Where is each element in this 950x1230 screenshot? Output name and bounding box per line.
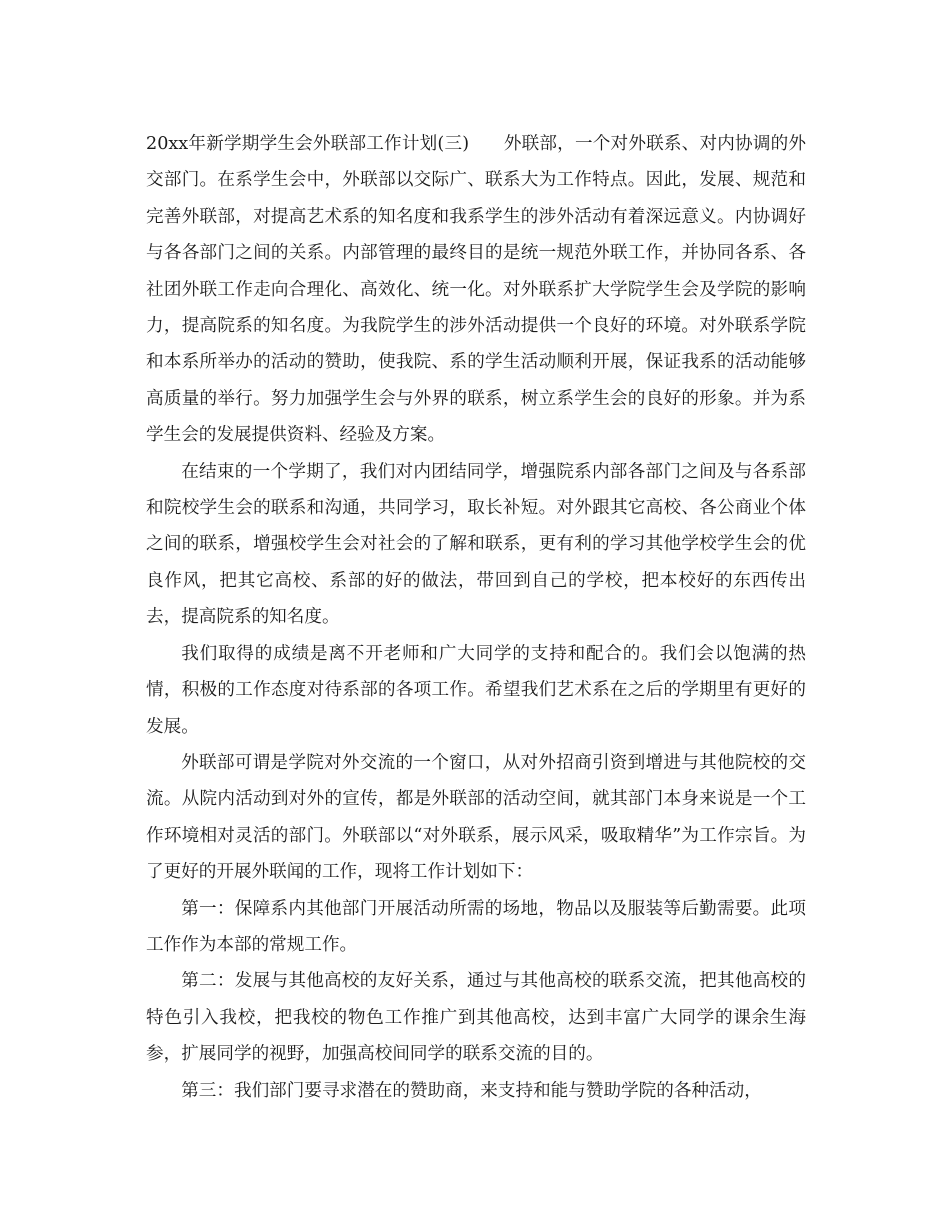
document-page: [146, 126, 806, 1109]
intro-paragraph: [146, 126, 806, 454]
paragraph: 外联部可谓是学院对外交流的一个窗口，从对外招商引资到增进与其他院校的交流。从院内活动到对外的宣传，都是外联部的活动空间，就其部门本身来说是一个工作环境相对灵活的部门。外联部以“对外联系，展示风采，吸取精华”为工作宗旨。为了更好的开展外联闻的工作，现将工作计划如下：: [146, 752, 806, 883]
paragraph: 在结束的一个学期了，我们对内团结同学，增强院系内部各部门之间及与各系部和院校学生会的联系和沟通，共同学习，取长补短。对外跟其它高校、各公商业个体之间的联系，增强校学生会对社会的了解和联系，更有利的学习其他学校学生会的优良作风，把其它高校、系部的好的做法，带回到自己的学校，把本校好的东西传出去，提高院系的知名度。: [146, 461, 806, 628]
document-title: 20xx年新学期学生会外联部工作计划(三): [146, 134, 470, 154]
paragraph: 第二：发展与其他高校的友好关系，通过与其他高校的联系交流，把其他高校的特色引入我校，把我校的物色工作推广到其他高校，达到丰富广大同学的课余生海参，扩展同学的视野，加强高校间同学的联系交流的目的。: [146, 971, 806, 1065]
paragraph: 第三：我们部门要寻求潜在的赞助商，来支持和能与赞助学院的各种活动，: [181, 1080, 762, 1101]
paragraph: 第一：保障系内其他部门开展活动所需的场地，物品以及服装等后勤需要。此项工作作为本部的常规工作。: [146, 898, 806, 955]
paragraph: 我们取得的成绩是离不开老师和广大同学的支持和配合的。我们会以饱满的热情，积极的工作态度对待系部的各项工作。希望我们艺术系在之后的学期里有更好的发展。: [146, 643, 806, 737]
paragraph-text: 外联部，一个对外联系、对内协调的外交部门。在系学生会中，外联部以交际广、联系大为工作特点。因此，发展、规范和完善外联部，对提高艺术系的知名度和我系学生的涉外活动有着深远意义。内协调好与各各部门之间的关系。内部管理的最终目的是统一规范外联工作，并协同各系、各社团外联工作走向合理化、高效化、统一化。对外联系扩大学院学生会及学院的影响力，提高院系的知名度。为我院学生的涉外活动提供一个良好的环境。对外联系学院和本系所举办的活动的赞助，使我院、系的学生活动顺利开展，保证我系的活动能够高质量的举行。努力加强学生会与外界的联系，树立系学生会的良好的形象。并为系学生会的发展提供资料、经验及方案。: [146, 134, 806, 446]
